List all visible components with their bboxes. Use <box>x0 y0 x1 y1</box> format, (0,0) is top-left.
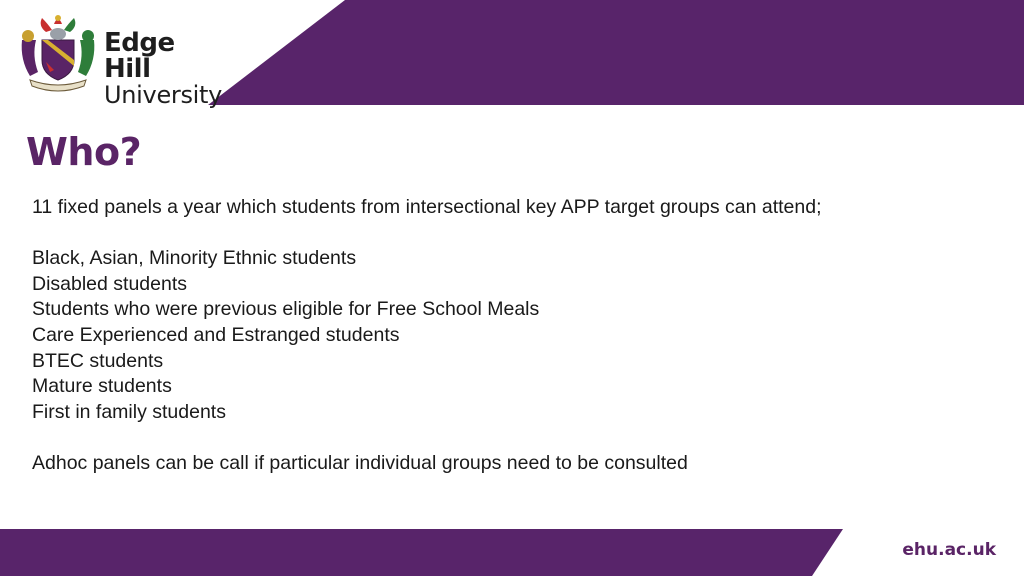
target-group-item: Mature students <box>32 375 172 398</box>
spacer <box>32 425 992 451</box>
university-logo <box>16 10 223 109</box>
university-wordmark <box>104 30 222 108</box>
target-group-item: BTEC students <box>32 349 164 372</box>
wordmark-line-1: Edge Hill <box>104 28 175 84</box>
target-group-item: Disabled students <box>32 272 188 295</box>
target-group-item: First in family students <box>32 400 226 423</box>
slide-body <box>32 195 992 477</box>
footer-band <box>0 529 1024 576</box>
wordmark-line-2: University <box>104 81 223 109</box>
closing-text: Adhoc panels can be call if particular individual groups need to be consulted <box>32 451 688 474</box>
footer-url: ehu.ac.uk <box>902 540 996 560</box>
target-group-item: Students who were previous eligible for Free School Meals <box>32 298 540 321</box>
slide-title: Who? <box>26 130 142 174</box>
university-crest-icon <box>16 10 100 94</box>
intro-text: 11 fixed panels a year which students from intersectional key APP target groups can attend; <box>32 196 822 218</box>
target-group-item: Care Experienced and Estranged students <box>32 323 400 346</box>
target-group-list <box>32 246 992 425</box>
spacer <box>32 221 992 247</box>
target-group-item: Black, Asian, Minority Ethnic students <box>32 247 357 270</box>
